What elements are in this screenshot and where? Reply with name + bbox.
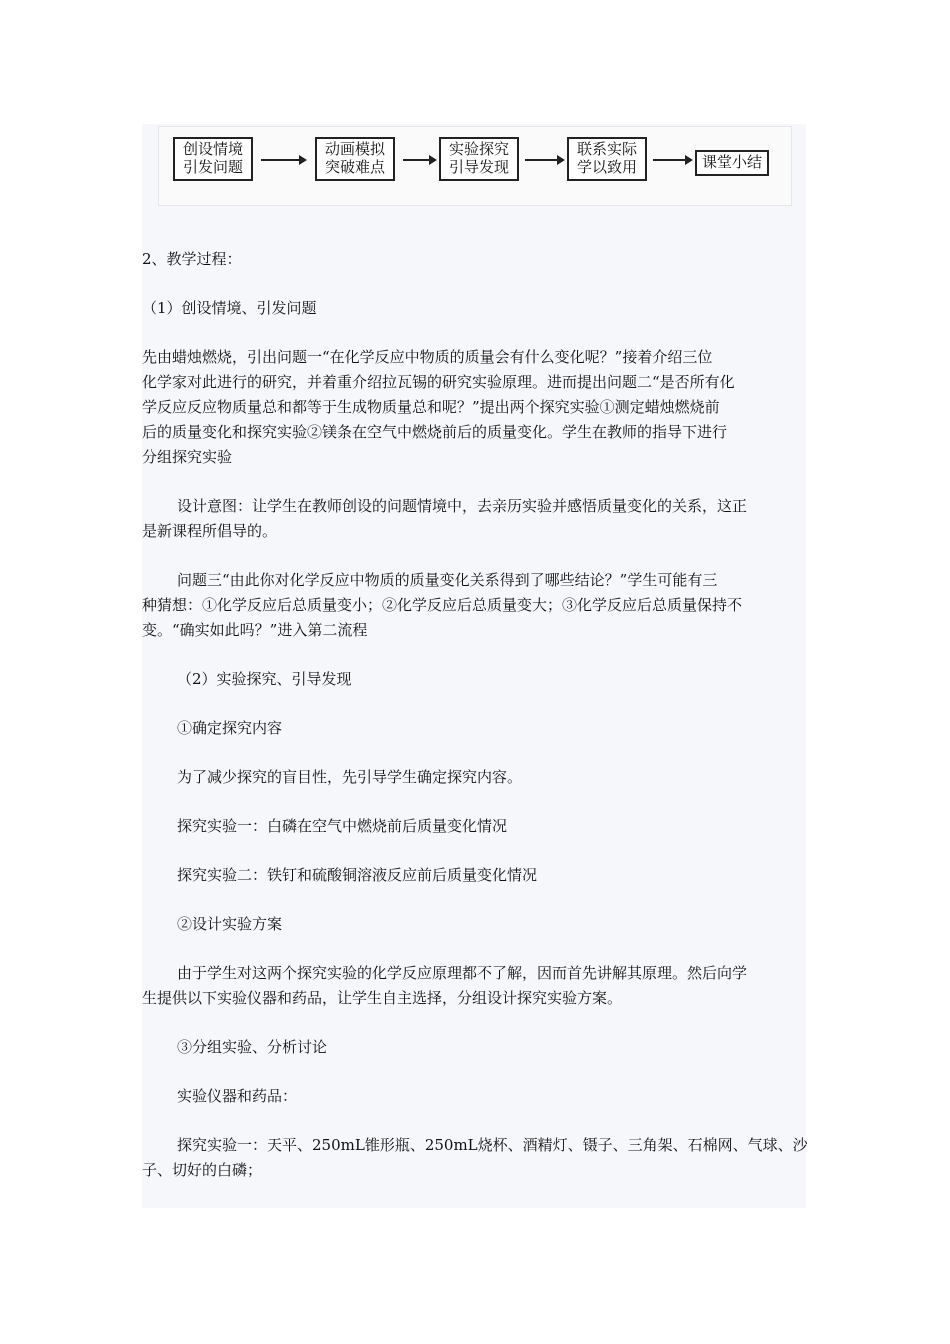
flow-arrow-icon: [525, 159, 563, 161]
paragraph-line: 变。“确实如此吗？”进入第二流程: [142, 621, 368, 639]
paragraph-line: 种猜想：①化学反应后总质量变小；②化学反应后总质量变大；③化学反应后总质量保持不: [142, 596, 743, 614]
paragraph-line: 设计意图：让学生在教师创设的问题情境中，去亲历实验并感悟质量变化的关系，这正: [177, 497, 748, 515]
paragraph-line: 生提供以下实验仪器和药品，让学生自主选择，分组设计探究实验方案。: [142, 989, 623, 1007]
paragraph-line: 后的质量变化和探究实验②镁条在空气中燃烧前后的质量变化。学生在教师的指导下进行: [142, 423, 728, 441]
paragraph-line: 是新课程所倡导的。: [142, 522, 278, 540]
flow-arrow-icon: [653, 159, 691, 161]
subsection-heading: （1）创设情境、引发问题: [142, 299, 317, 317]
paragraph-line: 探究实验二：铁钉和硫酸铜溶液反应前后质量变化情况: [177, 866, 538, 884]
paragraph-line: 实验仪器和药品：: [177, 1087, 298, 1105]
paragraph-line: 探究实验一：白磷在空气中燃烧前后质量变化情况: [177, 817, 508, 835]
flow-arrow-icon: [261, 159, 305, 161]
flow-step-4: 联系实际 学以致用: [567, 137, 647, 181]
paragraph-line: 子、切好的白磷；: [142, 1161, 263, 1179]
step-heading: ②设计实验方案: [177, 915, 283, 933]
flow-step-2: 动画模拟 突破难点: [315, 137, 395, 181]
paragraph-line: 化学家对此进行的研究，并着重介绍拉瓦锡的研究实验原理。进而提出问题二“是否所有化: [142, 373, 735, 391]
paragraph-line: 探究实验一：天平、250mL锥形瓶、250mL烧杯、酒精灯、镊子、三角架、石棉网、气球、沙: [177, 1136, 808, 1154]
teaching-flowchart: [158, 126, 792, 206]
section-heading: 2、教学过程：: [142, 250, 242, 268]
step-heading: ③分组实验、分析讨论: [177, 1038, 328, 1056]
flow-step-1: 创设情境 引发问题: [173, 137, 253, 181]
paragraph-line: 分组探究实验: [142, 448, 233, 466]
paragraph-line: 由于学生对这两个探究实验的化学反应原理都不了解，因而首先讲解其原理。然后向学: [177, 964, 748, 982]
subsection-heading: （2）实验探究、引导发现: [177, 670, 352, 688]
step-heading: ①确定探究内容: [177, 719, 283, 737]
paragraph-line: 先由蜡烛燃烧，引出问题一“在化学反应中物质的质量会有什么变化呢？”接着介绍三位: [142, 348, 713, 366]
paragraph-line: 学反应反应物质量总和都等于生成物质量总和呢？”提出两个探究实验①测定蜡烛燃烧前: [142, 398, 720, 416]
paragraph-line: 问题三“由此你对化学反应中物质的质量变化关系得到了哪些结论？”学生可能有三: [177, 571, 718, 589]
flow-step-5: 课堂小结: [695, 150, 769, 176]
paragraph-line: 为了减少探究的盲目性，先引导学生确定探究内容。: [177, 768, 523, 786]
flow-arrow-icon: [403, 159, 435, 161]
flow-step-3: 实验探究 引导发现: [439, 137, 519, 181]
